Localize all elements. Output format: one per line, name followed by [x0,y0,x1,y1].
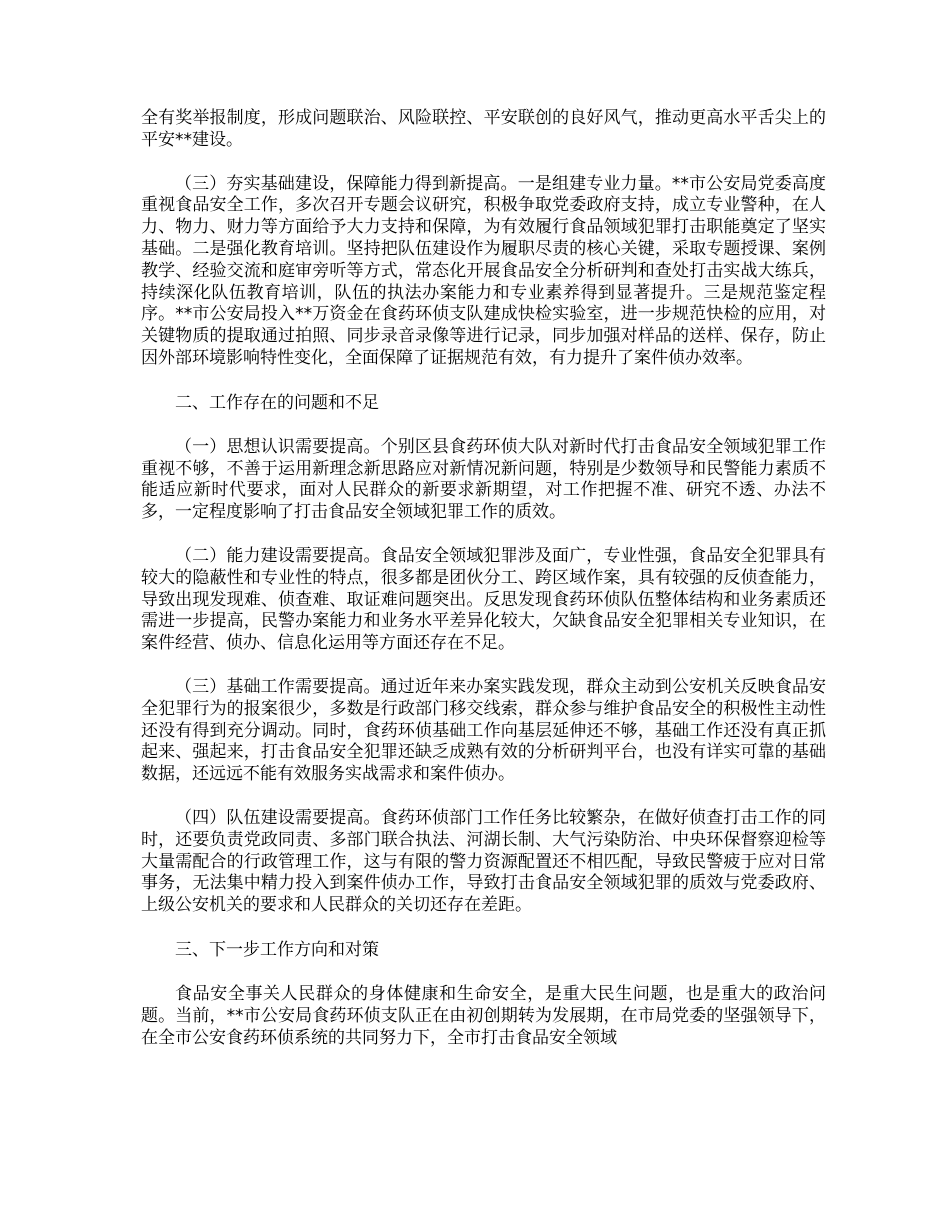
paragraph-ideological-awareness: （一）思想认识需要提高。个别区县食药环侦大队对新时代打击食品安全领域犯罪工作重视不够，不善于运用新理念新思路应对新情况新问题，特别是少数领导和民警能力素质不能适应新时代要求，面对人民群众的新要求新期望，对工作把握不准、研究不透、办法不多，一定程度影响了打击食品安全领域犯罪工作的质效。 [141,436,826,523]
paragraph-basic-work: （三）基础工作需要提高。通过近年来办案实践发现，群众主动到公安机关反映食品安全犯罪行为的报案很少，多数是行政部门移交线索，群众参与维护食品安全的积极性主动性还没有得到充分调动。同时，食药环侦基础工作向基层延伸还不够，基础工作还没有真正抓起来、强起来，打击食品安全犯罪还缺乏成熟有效的分析研判平台，也没有详实可靠的基础数据，还远远不能有效服务实战需求和案件侦办。 [141,676,826,785]
paragraph-food-safety-intro: 食品安全事关人民群众的身体健康和生命安全，是重大民生问题，也是重大的政治问题。当前，**市公安局食药环侦支队正在由初创期转为发展期，在市局党委的坚强领导下，在全市公安食药环侦系统的共同努力下，全市打击食品安全领域 [141,983,826,1048]
paragraph-foundation-building: （三）夯实基础建设，保障能力得到新提高。一是组建专业力量。**市公安局党委高度重视食品安全工作，多次召开专题会议研究，积极争取党委政府支持，成立专业警种，在人力、物力、财力等方面给予大力支持和保障，为有效履行食品领域犯罪打击职能奠定了坚实基础。二是强化教育培训。坚持把队伍建设作为履职尽责的核心关键，采取专题授课、案例教学、经验交流和庭审旁听等方式，常态化开展食品安全分析研判和查处打击实战大练兵，持续深化队伍教育培训，队伍的执法办案能力和专业素养得到显著提升。三是规范鉴定程序。**市公安局投入**万资金在食药环侦支队建成快检实验室，进一步规范快检的应用，对关键物质的提取通过拍照、同步录音录像等进行记录，同步加强对样品的送样、保存，防止因外部环境影响特性变化，全面保障了证据规范有效，有力提升了案件侦办效率。 [141,173,826,368]
paragraph-capability-building: （二）能力建设需要提高。食品安全领域犯罪涉及面广，专业性强，食品安全犯罪具有较大的隐蔽性和专业性的特点，很多都是团伙分工、跨区域作案，具有较强的反侦查能力，导致出现发现难、侦查难、取证难问题突出。反思发现食药环侦队伍整体结构和业务素质还需进一步提高，民警办案能力和业务水平差异化较大，欠缺食品安全犯罪相关专业知识，在案件经营、侦办、信息化运用等方面还存在不足。 [141,545,826,654]
section-heading-next-steps: 三、下一步工作方向和对策 [175,939,379,960]
paragraph-continuation: 全有奖举报制度，形成问题联治、风险联控、平安联创的良好风气，推动更高水平舌尖上的平安**建设。 [141,108,826,150]
document-page [141,108,826,1071]
paragraph-team-building: （四）队伍建设需要提高。食药环侦部门工作任务比较繁杂，在做好侦查打击工作的同时，还要负责党政同责、多部门联合执法、河湖长制、大气污染防治、中央环保督察迎检等大量需配合的行政管理工作，这与有限的警力资源配置还不相匹配，导致民警疲于应对日常事务，无法集中精力投入到案件侦办工作，导致打击食品安全领域犯罪的质效与党委政府、上级公安机关的要求和人民群众的关切还存在差距。 [141,807,826,916]
section-heading-problems: 二、工作存在的问题和不足 [175,392,379,413]
